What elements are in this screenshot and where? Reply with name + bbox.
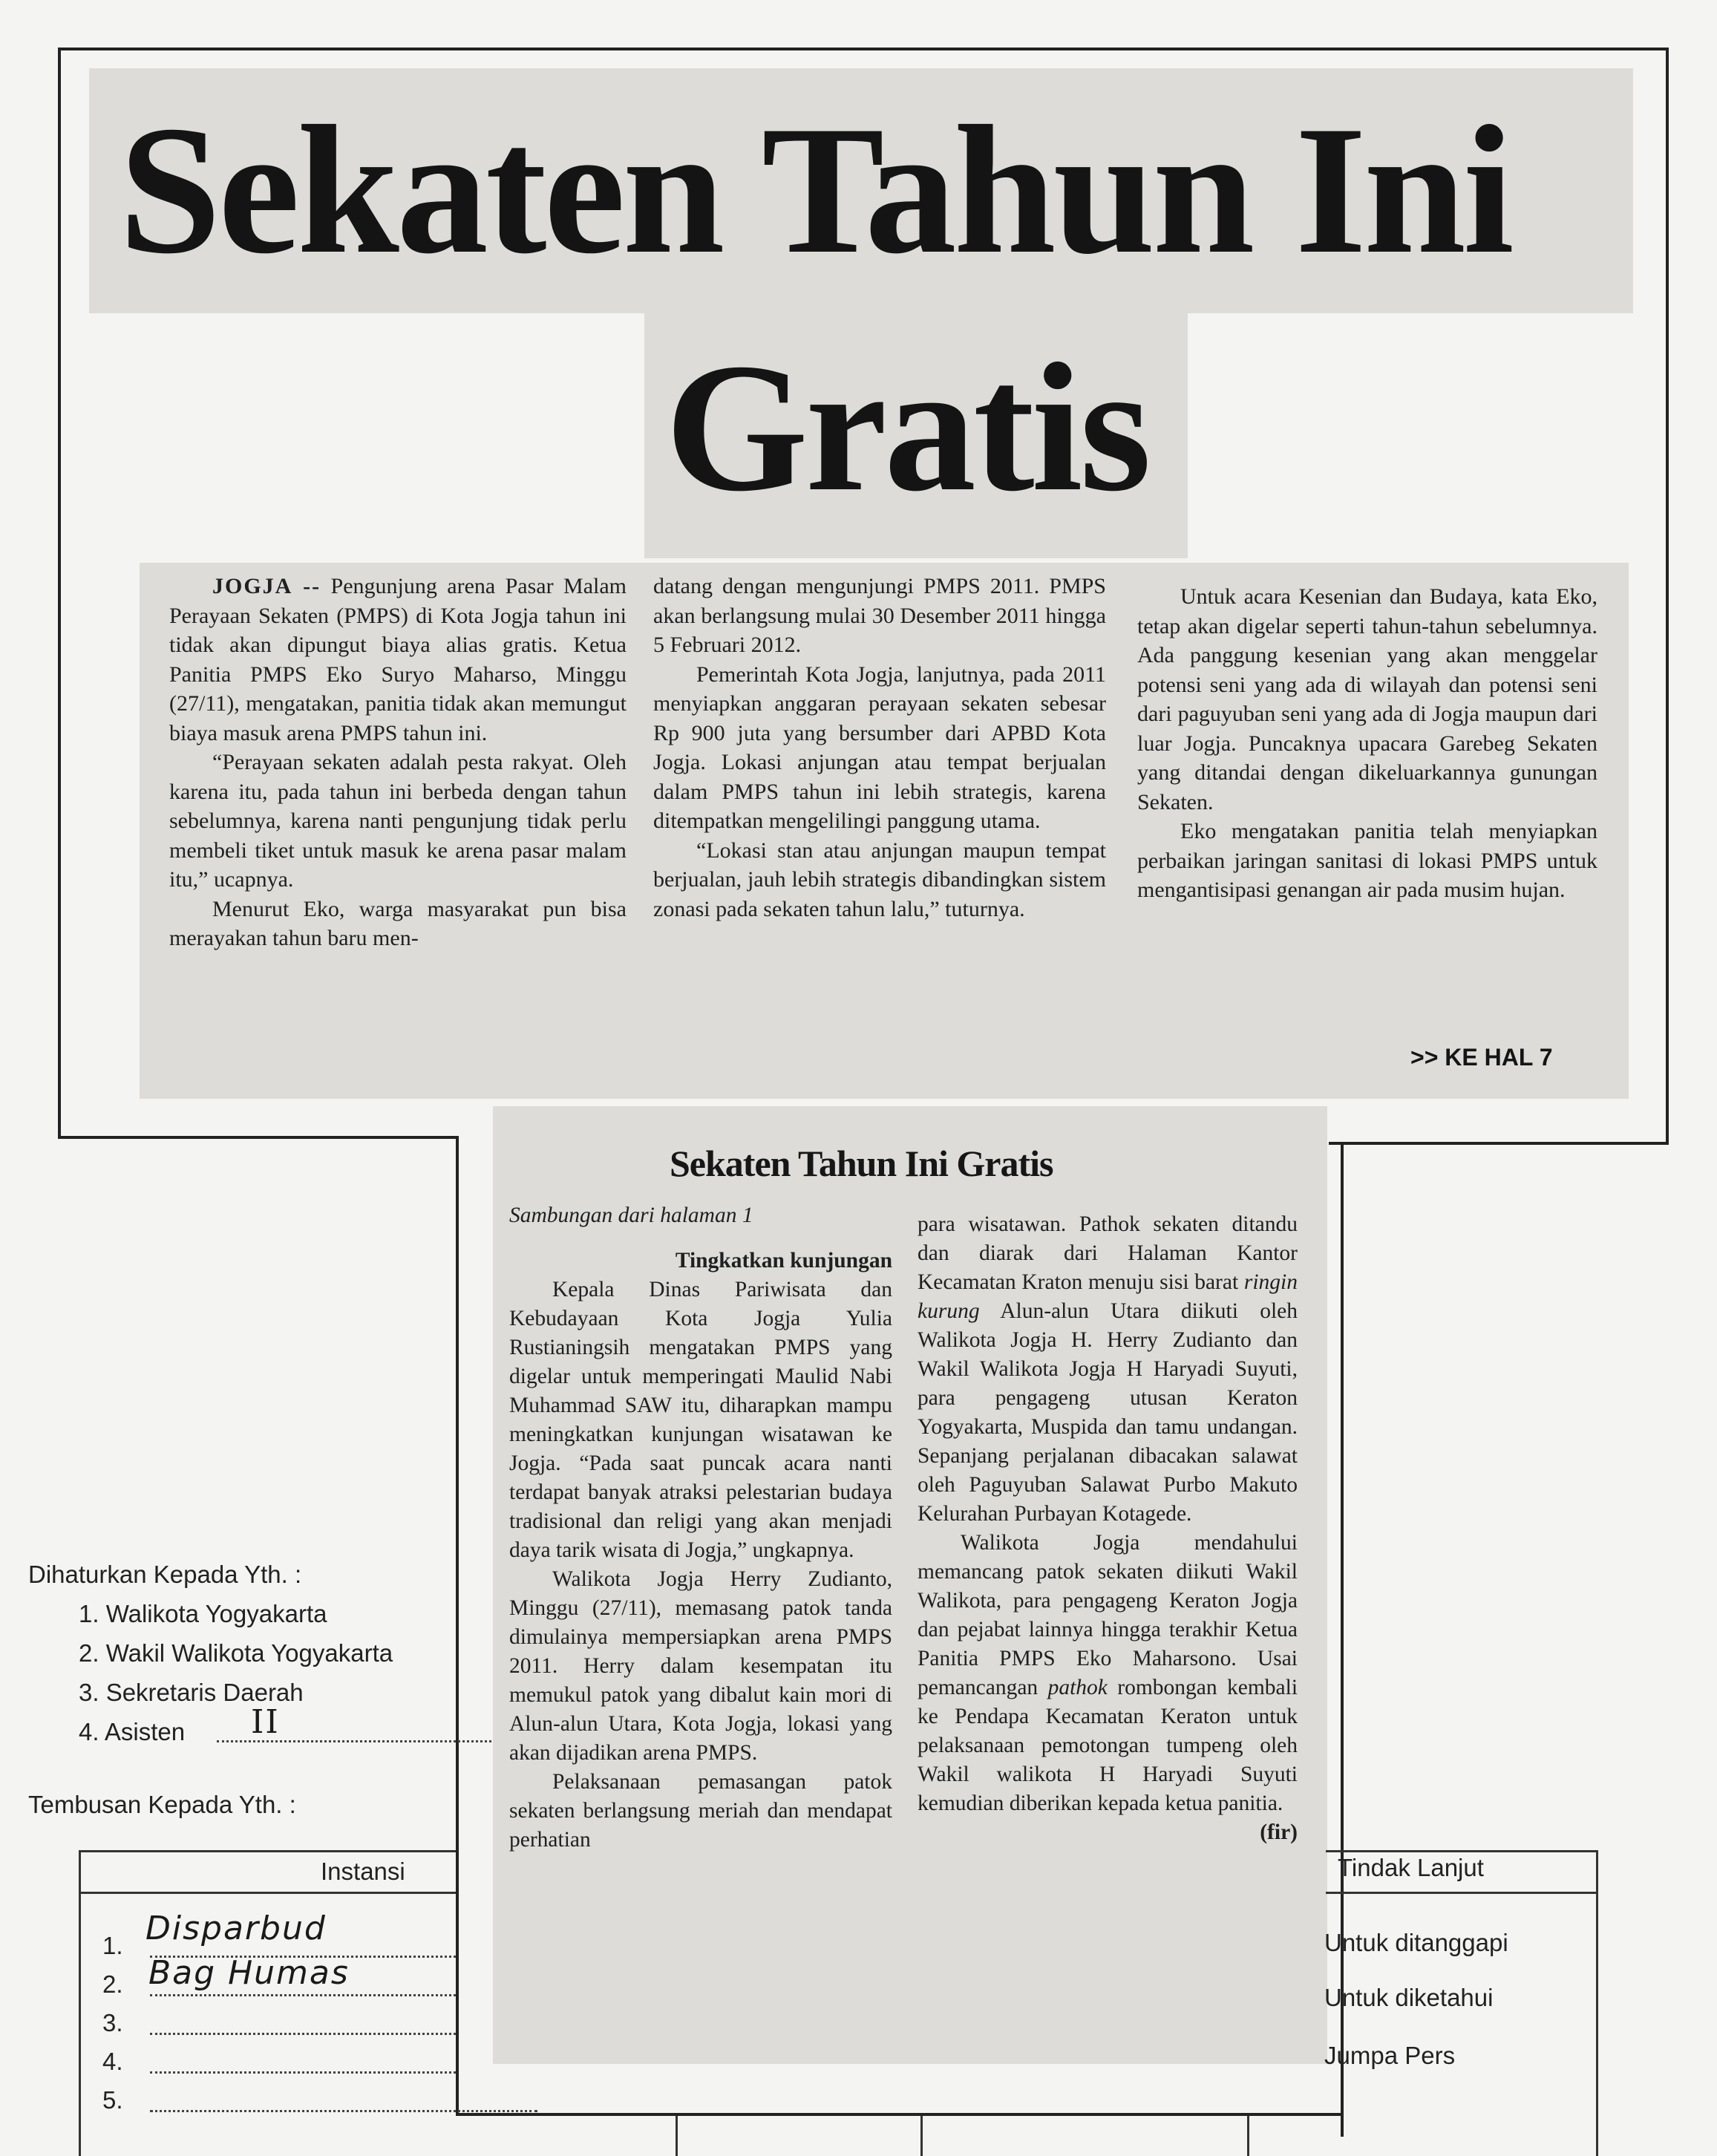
tindak-lanjut-item-2: Untuk diketahui [1324,1984,1494,2011]
table-row-number-5: 5. [102,2086,123,2114]
frame-right [1666,48,1669,1145]
table-row-number-1: 1. [102,1932,123,1959]
continuation-from-page: Sambungan dari halaman 1 [509,1203,753,1227]
article-col2-p3: “Lokasi stan atau anjungan maupun tempat berjualan, jauh lebih strategis dibandingkan sistem zonasi pada sekaten tahun lalu,” tuturnya. [653,837,1106,921]
headline-line2: Gratis [665,325,1148,529]
continuation-subhead: Tingkatkan kunjungan [675,1249,892,1273]
frame-inner-left [456,1136,459,2116]
author-signoff: (fir) [1260,1820,1298,1844]
article-col1-p3: Menurut Eko, warga masyarakat pun bisa merayakan tahun baru men- [169,896,627,950]
recipient-2: 2. Wakil Walikota Yogyakarta [79,1639,393,1667]
tindak-lanjut-item-3: Jumpa Pers [1324,2042,1456,2069]
continuation-column-right [918,1210,1298,1847]
continued-on-page-label: >> KE HAL 7 [1410,1044,1553,1071]
table-right-border [1596,1850,1598,2156]
instansi-dotted-line-3 [150,2033,456,2035]
frame-bottom-left [58,1136,459,1139]
article-col2-p2: Pemerintah Kota Jogja, lanjutnya, pada 2011 menyiapkan anggaran perayaan sekaten sebesar Rp 900 juta yang bersumber dari APBD Kota Jogja. Lokasi anjungan atau tempat berjualan dalam PMPS tahun ini lebih strategis, karena ditempatkan mengelilingi panggung utama. [653,662,1106,833]
table-left-border [79,1850,81,2156]
table-header-instansi: Instansi [321,1858,405,1885]
table-row-number-3: 3. [102,2009,123,2036]
article-col1-p1: Pengunjung arena Pasar Malam Perayaan Sekaten (PMPS) di Kota Jogja tahun ini tidak akan dipungut biaya alias gratis. Ketua Panitia PMPS Eko Suryo Maharso, Minggu (27/11), mengatakan, panitia tidak akan memungut biaya masuk arena PMPS tahun ini. [169,574,627,745]
continuation-left-p2: Walikota Jogja Herry Zudianto, Minggu (27/11), memasang patok tanda dimulainya mempersiapkan arena PMPS 2011. Herry dalam kesempatan itu memukul patok yang dibalut kain mori di Alun-alun Utara, Kota Jogja, lokasi yang akan dijadikan arena PMPS. [509,1567,892,1765]
cc-label: Tembusan Kepada Yth. : [28,1791,296,1818]
frame-top [58,48,1669,50]
table-top-line-left [79,1850,456,1852]
article-dateline: JOGJA -- [212,574,321,598]
continuation-right-p1a: para wisatawan. Pathok sekaten ditandu dan diarak dari Halaman Kantor Kecamatan Kraton menuju sisi barat [918,1212,1298,1294]
continuation-right-p2i: pathok [1047,1676,1108,1699]
article-col2-p1: datang dengan mengunjungi PMPS 2011. PMPS akan berlangsung mulai 30 Desember 2011 hingga 5 Februari 2012. [653,574,1106,657]
instansi-dotted-line-5 [150,2110,537,2112]
continuation-right-p1i: ringin kurung [918,1270,1298,1323]
handwritten-instansi-2: Bag Humas [148,1954,350,1992]
frame-bottom-right [1329,1142,1669,1145]
continuation-right-p2a: Walikota Jogja mendahului memancang patok sekaten diikuti Wakil Walikota, para pengageng Keraton Jogja dan pejabat lainnya hingga terakhir Ketua Panitia PMPS Eko Maharsono. Usai pemancangan [918,1531,1298,1699]
table-header-tindak-lanjut: Tindak Lanjut [1338,1854,1484,1881]
table-header-line-right [1326,1892,1597,1894]
handwritten-instansi-1: Disparbud [145,1910,327,1947]
addressed-to-label: Dihaturkan Kepada Yth. : [28,1561,302,1588]
table-top-line-right [1326,1850,1597,1852]
article-column-1 [169,572,627,953]
article-col1-p2: “Perayaan sekaten adalah pesta rakyat. Oleh karena itu, pada tahun ini berbeda dengan tahun sebelumnya, karena nanti pengunjung tidak perlu membeli tiket untuk masuk ke arena pasar malam itu,” ucapnya. [169,750,627,892]
instansi-dotted-line-2 [150,1994,456,1996]
continuation-left-p1: Kepala Dinas Pariwisata dan Kebudayaan Kota Jogja Yulia Rustianingsih mengatakan PMPS yang digelar untuk memperingati Maulid Nabi Muhammad SAW itu, diharapkan mampu meningkatkan kunjungan wisatawan ke Jogja. “Pada saat puncak acara nanti terdapat banyak atraksi pelestarian budaya tradisional dan religi yang akan menjadi daya tarik wisata di Jogja,” ungkapnya. [509,1278,892,1562]
headline-line1: Sekaten Tahun Ini [119,88,1511,292]
continuation-column-left [509,1201,892,1855]
table-col-divider-2 [920,2116,923,2156]
tindak-lanjut-item-1: Untuk ditanggapi [1324,1929,1508,1956]
table-row-number-2: 2. [102,1970,123,1998]
recipient-4: 4. Asisten [79,1718,186,1745]
article-column-3 [1137,582,1597,905]
continuation-title: Sekaten Tahun Ini Gratis [670,1143,1053,1184]
article-col3-p1: Untuk acara Kesenian dan Budaya, kata Eko, tetap akan digelar seperti tahun-tahun sebelumnya. Ada panggung kesenian yang akan menggelar potensi seni yang ada di wilayah dan potensi seni dari paguyuban seni yang ada di Jogja maupun dari luar Jogja. Puncaknya upacara Garebeg Sekaten yang ditandai dengan dikeluarkannya gunungan Sekaten. [1137,584,1597,814]
frame-inner-bottom [456,2113,1342,2116]
table-row-number-4: 4. [102,2048,123,2075]
continuation-left-p3: Pelaksanaan pemasangan patok sekaten berlangsung meriah dan mendapat perhatian [509,1770,892,1852]
asisten-handwritten: II [251,1703,280,1741]
table-col-divider-3 [1247,2116,1249,2156]
table-col-divider-1 [676,2116,678,2156]
continuation-right-p1b: Alun-alun Utara diikuti oleh Walikota Jogja H. Herry Zudianto dan Wakil Walikota Jogja H Haryadi Suyuti, para pengageng utusan Keraton Yogyakarta, Muspida dan tamu undangan. Sepanjang perjalanan dibacakan salawat oleh Paguyuban Salawat Purbo Makuto Kelurahan Purbayan Kotagede. [918,1299,1298,1526]
recipient-1: 1. Walikota Yogyakarta [79,1600,327,1627]
instansi-dotted-line-4 [150,2071,456,2074]
article-column-2 [653,572,1106,924]
frame-left [58,48,61,1139]
recipient-3: 3. Sekretaris Daerah [79,1679,304,1706]
article-col3-p2: Eko mengatakan panitia telah menyiapkan perbaikan jaringan sanitasi di lokasi PMPS untuk mengantisipasi genangan air pada musim hujan. [1137,819,1597,902]
table-header-line-left [79,1892,456,1894]
continuation-right-p2b: rombongan kembali ke Pendapa Kecamatan Keraton untuk pelaksanaan pemotongan tumpeng oleh Wakil walikota H Haryadi Suyuti kemudian diberikan kepada ketua panitia. [918,1676,1298,1815]
